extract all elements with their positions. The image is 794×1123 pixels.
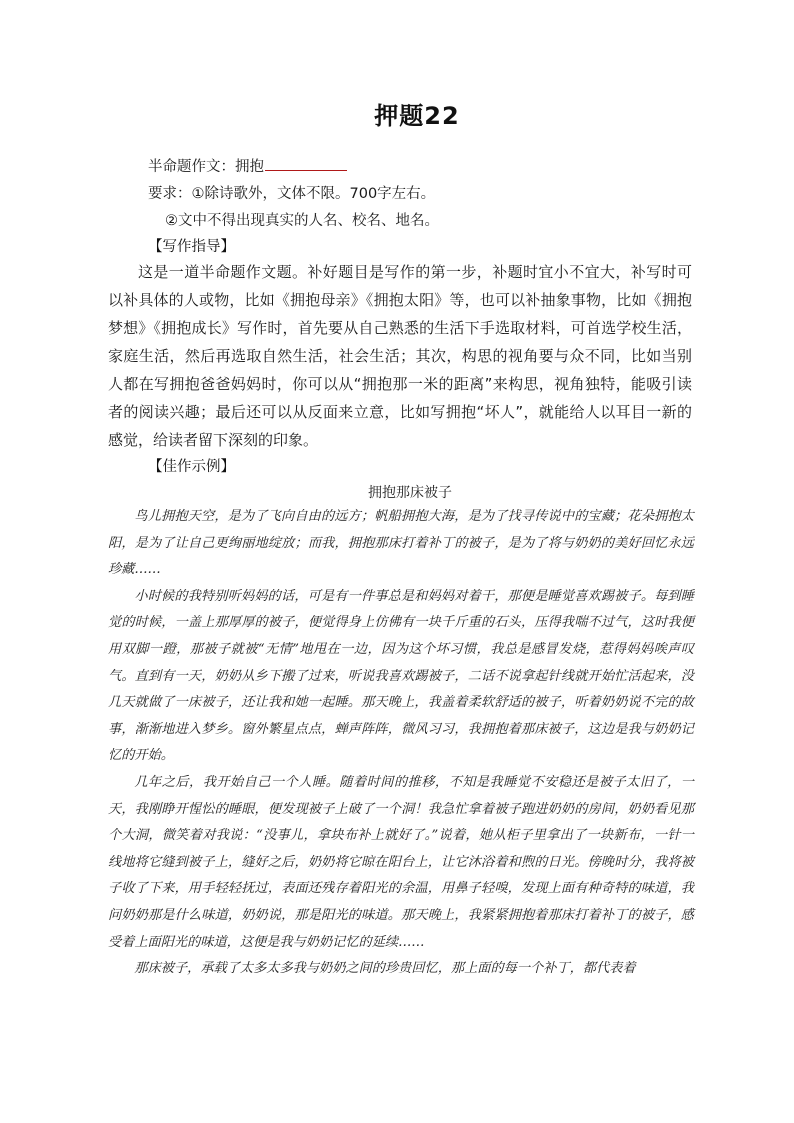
essay-paragraph: 那床被子，承载了太多太多我与奶奶之间的珍贵回忆，那上面的每一个补丁，都代表着 — [134, 961, 636, 977]
page-title: 押题22 — [374, 102, 460, 130]
essay-paragraph: 几年之后，我开始自己一个人睡。随着时间的推移，不知是我睡觉不安稳还是被子太旧了，一天，我刚睁开惺忪的睡眼，便发现被子上破了一个洞！我急忙拿着被子跑进奶奶的房间，奶奶看见那个大洞，微笑着对我说：“没事儿，拿块布补上就好了。”说着，她从柜子里拿出了一块新布，一针一线地将它缝到被子上，缝好之后，奶奶将它晾在阳台上，让它沐浴着和煦的日光。傍晚时分，我将被子收了下来，用手轻轻抚过，表面还残存着阳光的余温，用鼻子轻嗅，发现上面有种奇特的味道，我问奶奶那是什么味道，奶奶说，那是阳光的味道。那天晚上，我紧紧拥抱着那床打着补丁的被子，感受着上面阳光的味道，这便是我与奶奶记忆的延续…… — [108, 774, 694, 950]
example-heading: 【佳作示例】 — [148, 459, 235, 475]
essay-paragraph: 鸟儿拥抱天空，是为了飞向自由的远方；帆船拥抱大海，是为了找寻传说中的宝藏；花朵拥抱太阳，是为了让自己更绚丽地绽放；而我，拥抱那床打着补丁的被子，是为了将与奶奶的美好回忆永远珍藏…… — [108, 509, 694, 578]
essay-body — [108, 504, 694, 983]
essay-paragraph: 小时候的我特别听妈妈的话，可是有一件事总是和妈妈对着干，那便是睡觉喜欢踢被子。每到睡觉的时候，一盖上那厚厚的被子，便觉得身上仿佛有一块千斤重的石头，压得我喘不过气，这时我便用双脚一蹬，那被子就被“无情”地甩在一边，因为这个坏习惯，我总是感冒发烧，惹得妈妈唉声叹气。直到有一天，奶奶从乡下搬了过来，听说我喜欢踢被子，二话不说拿起针线就开始忙活起来，没几天就做了一床被子，还让我和她一起睡。那天晚上，我盖着柔软舒适的被子，听着奶奶说不完的故事，渐渐地进入梦乡。窗外繁星点点，蝉声阵阵，微风习习，我拥抱着那床被子，这边是我与奶奶记忆的开始。 — [108, 588, 694, 764]
requirement-line-2: ②文中不得出现真实的人名、校名、地名。 — [165, 213, 439, 229]
topic-line — [148, 155, 347, 176]
essay-title: 拥抱那床被子 — [368, 485, 452, 501]
guidance-text: 这是一道半命题作文题。补好题目是写作的第一步，补题时宜小不宜大，补写时可以补具体的人或物，比如《拥抱母亲》《拥抱太阳》等，也可以补抽象事物，比如《拥抱梦想》《拥抱成长》写作时，首先要从自己熟悉的生活下手选取材料，可首选学校生活，家庭生活，然后再选取自然生活，社会生活；其次，构思的视角要与众不同，比如当别人都在写拥抱爸爸妈妈时，你可以从“拥抱那一米的距离”来构思，视角独特，能吸引读者的阅读兴趣；最后还可以从反面来立意，比如写拥抱“坏人”，就能给人以耳目一新的感觉，给读者留下深刻的印象。 — [108, 263, 692, 449]
topic-blank — [265, 156, 347, 171]
guidance-heading: 【写作指导】 — [148, 239, 235, 255]
topic-text: 半命题作文：拥抱 — [148, 159, 264, 175]
requirement-line-1: 要求：①除诗歌外，文体不限。700字左右。 — [148, 186, 436, 202]
